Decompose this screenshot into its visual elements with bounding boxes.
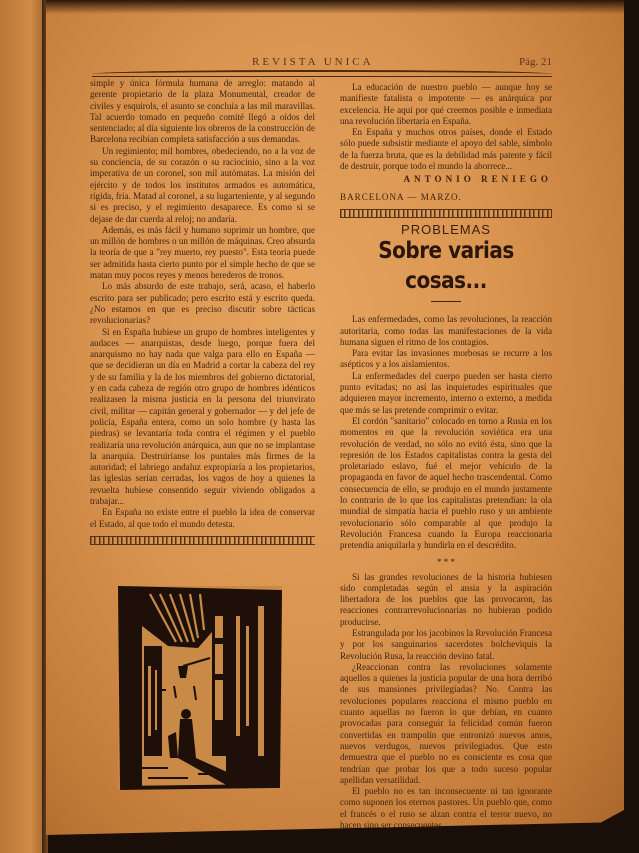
- article-headline: Sobre varias cosas...: [378, 236, 514, 295]
- right-column: [340, 82, 552, 831]
- author-signature: ANTONIO RENIEGO: [403, 174, 552, 185]
- header-rule: [92, 70, 552, 77]
- paragraph: Lo más absurdo de este trabajo, será, acaso, el haberlo escrito para ser publicado; pero escrito está y escrito queda. ¿No estamos en que es preciso discutir sobre tácticas revolucionarias?: [90, 281, 315, 326]
- paragraph: La educación de nuestro pueblo — aunque hoy se manifieste fatalista o impotente — es anárquica por excelencia. He aquí por qué creemos posible e inmediata una revolución libertaria en España.: [340, 82, 552, 126]
- paragraph: Las enfermedades, como las revoluciones, la reacción autoritaria, como todas las manifestaciones de la vida humana siguen el ritmo de los contagios.: [340, 314, 552, 347]
- headline-rule: [431, 301, 461, 302]
- paragraph: Si en España hubiese un grupo de hombres inteligentes y audaces — anarquistas, desde luego, porque fuera del anarquismo no hay nada que valga para ello en España — que se decidieran un día en Madrid a cortar la cabeza del rey y de su familia y la de los miembros del gobierno dictatorial, y en cada cabeza de región otro grupo de hombres idénticos realizasen la misma justicia en la persona del triunvirato civil, militar — capitán general y gobernador — y del jefe de policía, España entera, como un solo hombre (y hasta las piedras) se levantaría toda contra el régimen y el pueblo realizaría una revolución anárquica, aun que no se implantase la anarquía. Destruiríanse los puntales más firmes de la autoridad; el labriego andaluz expropiaría a los propietarios, las iglesias serían cerradas, los vagos de hoy a quienes la revuelta hubiese consentido seguir viviendo obligados a trabajar...: [90, 326, 315, 506]
- paragraph: ¿Reaccionan contra las revoluciones solamente aquellos a quienes la justicia popular de una hora derribó de sus mansiones privilegiadas? No. Contra las revoluciones populares reacciona el mismo pueblo en cuanto aquellas no fueron lo que debían, en cuanto provocadas para conseguir la felicidad común fueron convertidas en trampolín que entronizó nuevos amos, nuevos verdugos, nuevos privilegiados. Que esto demuestra que el pueblo no es consciente es cosa que tendrían que probar los que a todo suceso popular apellidan versatilidad.: [340, 661, 552, 785]
- section-kicker: PROBLEMAS: [401, 221, 491, 237]
- paragraph: simple y única fórmula humana de arreglo: matando al gerente propietario de la plaza Monumental, creador de civiles y esquirols, el asunto se concluía a las mil maravillas. Tal acuerdo tomado en pequeño comité llegó a oídos del sentenciado; al día siguiente los obreros de la construcción de Barcelona recibían completa satisfacción a sus demandas.: [90, 78, 315, 145]
- paragraph: El pueblo no es tan inconsecuente ni tan ignorante como suponen los eternos pastores. Un pueblo que, como el francés o el ruso se alzan contra el terror nuevo, no hacen sino ser consecuentes: [340, 786, 552, 831]
- section-separator: * * *: [437, 556, 455, 567]
- greek-key-divider: [340, 209, 552, 218]
- top-shadow: [46, 0, 624, 14]
- page-number: Pág. 21: [519, 56, 552, 68]
- paragraph: La enfermedades del cuerpo pueden ser hasta cierto punto evitadas; no así las inquietudes espirituales que adquieren mayor incremento, interno o externo, a medida que más se las pretende comprimir o evitar.: [340, 370, 552, 415]
- paragraph: Si las grandes revoluciones de la historia hubiesen sido completadas según el ansia y la aspiración libertadora de los pueblos que las provocaron, las reacciones contrarrevolucionarias no hubieran podido producirse.: [340, 571, 552, 627]
- publication-title: REVISTA UNICA: [252, 56, 374, 68]
- left-column: [90, 78, 315, 551]
- paragraph: Un regimiento; mil hombres, obedeciendo, no a la voz de su conciencia, de su corazón o su raciocinio, sino a la voz imperativa de un coronel, son mil autómatas. La misión del ejército y de todos los institutos armados es automática, rígida, fría. Matad al coronel, a su lugarteniente, y al segundo si es preciso, y el regimiento desaparece. Es como si se dejase de dar cuerda al reloj; no andaría.: [90, 145, 315, 224]
- paragraph: Además, es más fácil y humano suprimir un hombre, que un millón de hombres o un millón de máquinas. Creo absurda la teoría de que a "rey muerto, rey puesto". Esta teoría puede ser admitida hasta cierto punto por el simple hecho de que se matan muy pocos reyes y menos herederos de tronos.: [90, 224, 315, 281]
- paragraph: Para evitar las invasiones morbosas se recurre a los asépticos y a los aislamientos.: [340, 348, 552, 370]
- dateline: BARCELONA — MARZO.: [340, 191, 462, 202]
- paragraph: En España y muchos otros países, donde el Estado sólo puede subsistir mediante el apoyo del sable, símbolo de la fuerza bruta, que es la debilidad más patente y fácil de destruir, porque todo el mundo la aborrece...: [340, 127, 552, 172]
- paragraph: Estrangulada por los jacobinos la Revolución Francesa y por los sanguinarios sacerdotes bolcheviquis la Revolución Rusa, la reacción devino fatal.: [340, 627, 552, 661]
- woodcut-illustration: [118, 586, 282, 790]
- greek-key-divider: [90, 536, 315, 545]
- paragraph: En España no existe entre el pueblo la idea de conservar el Estado, al que todo el mundo detesta.: [90, 507, 315, 529]
- paragraph: El cordón "sanitario" colocado en torno a Rusia en los momentos en que la revolución soviética era una revolución de verdad, no sólo no evitó ésta, sino que la represión de los Estados capitalistas contra la gesta del proletariado eslavo, fué el mejor vehículo de la propaganda en favor de aquel hecho trascendental. Como consecuencia de ello, se produjo en el mundo justamente lo contrario de lo que los capitalistas pretendían: la ola mundial de simpatía hacia el pueblo ruso y un ambiente revolucionario sólo comparable al que produjo la Revolución Francesa cuando la Europa reaccionaria pretendía aniquilarla y hundirla en el descrédito.: [340, 415, 552, 551]
- previous-page-edge: [0, 0, 44, 853]
